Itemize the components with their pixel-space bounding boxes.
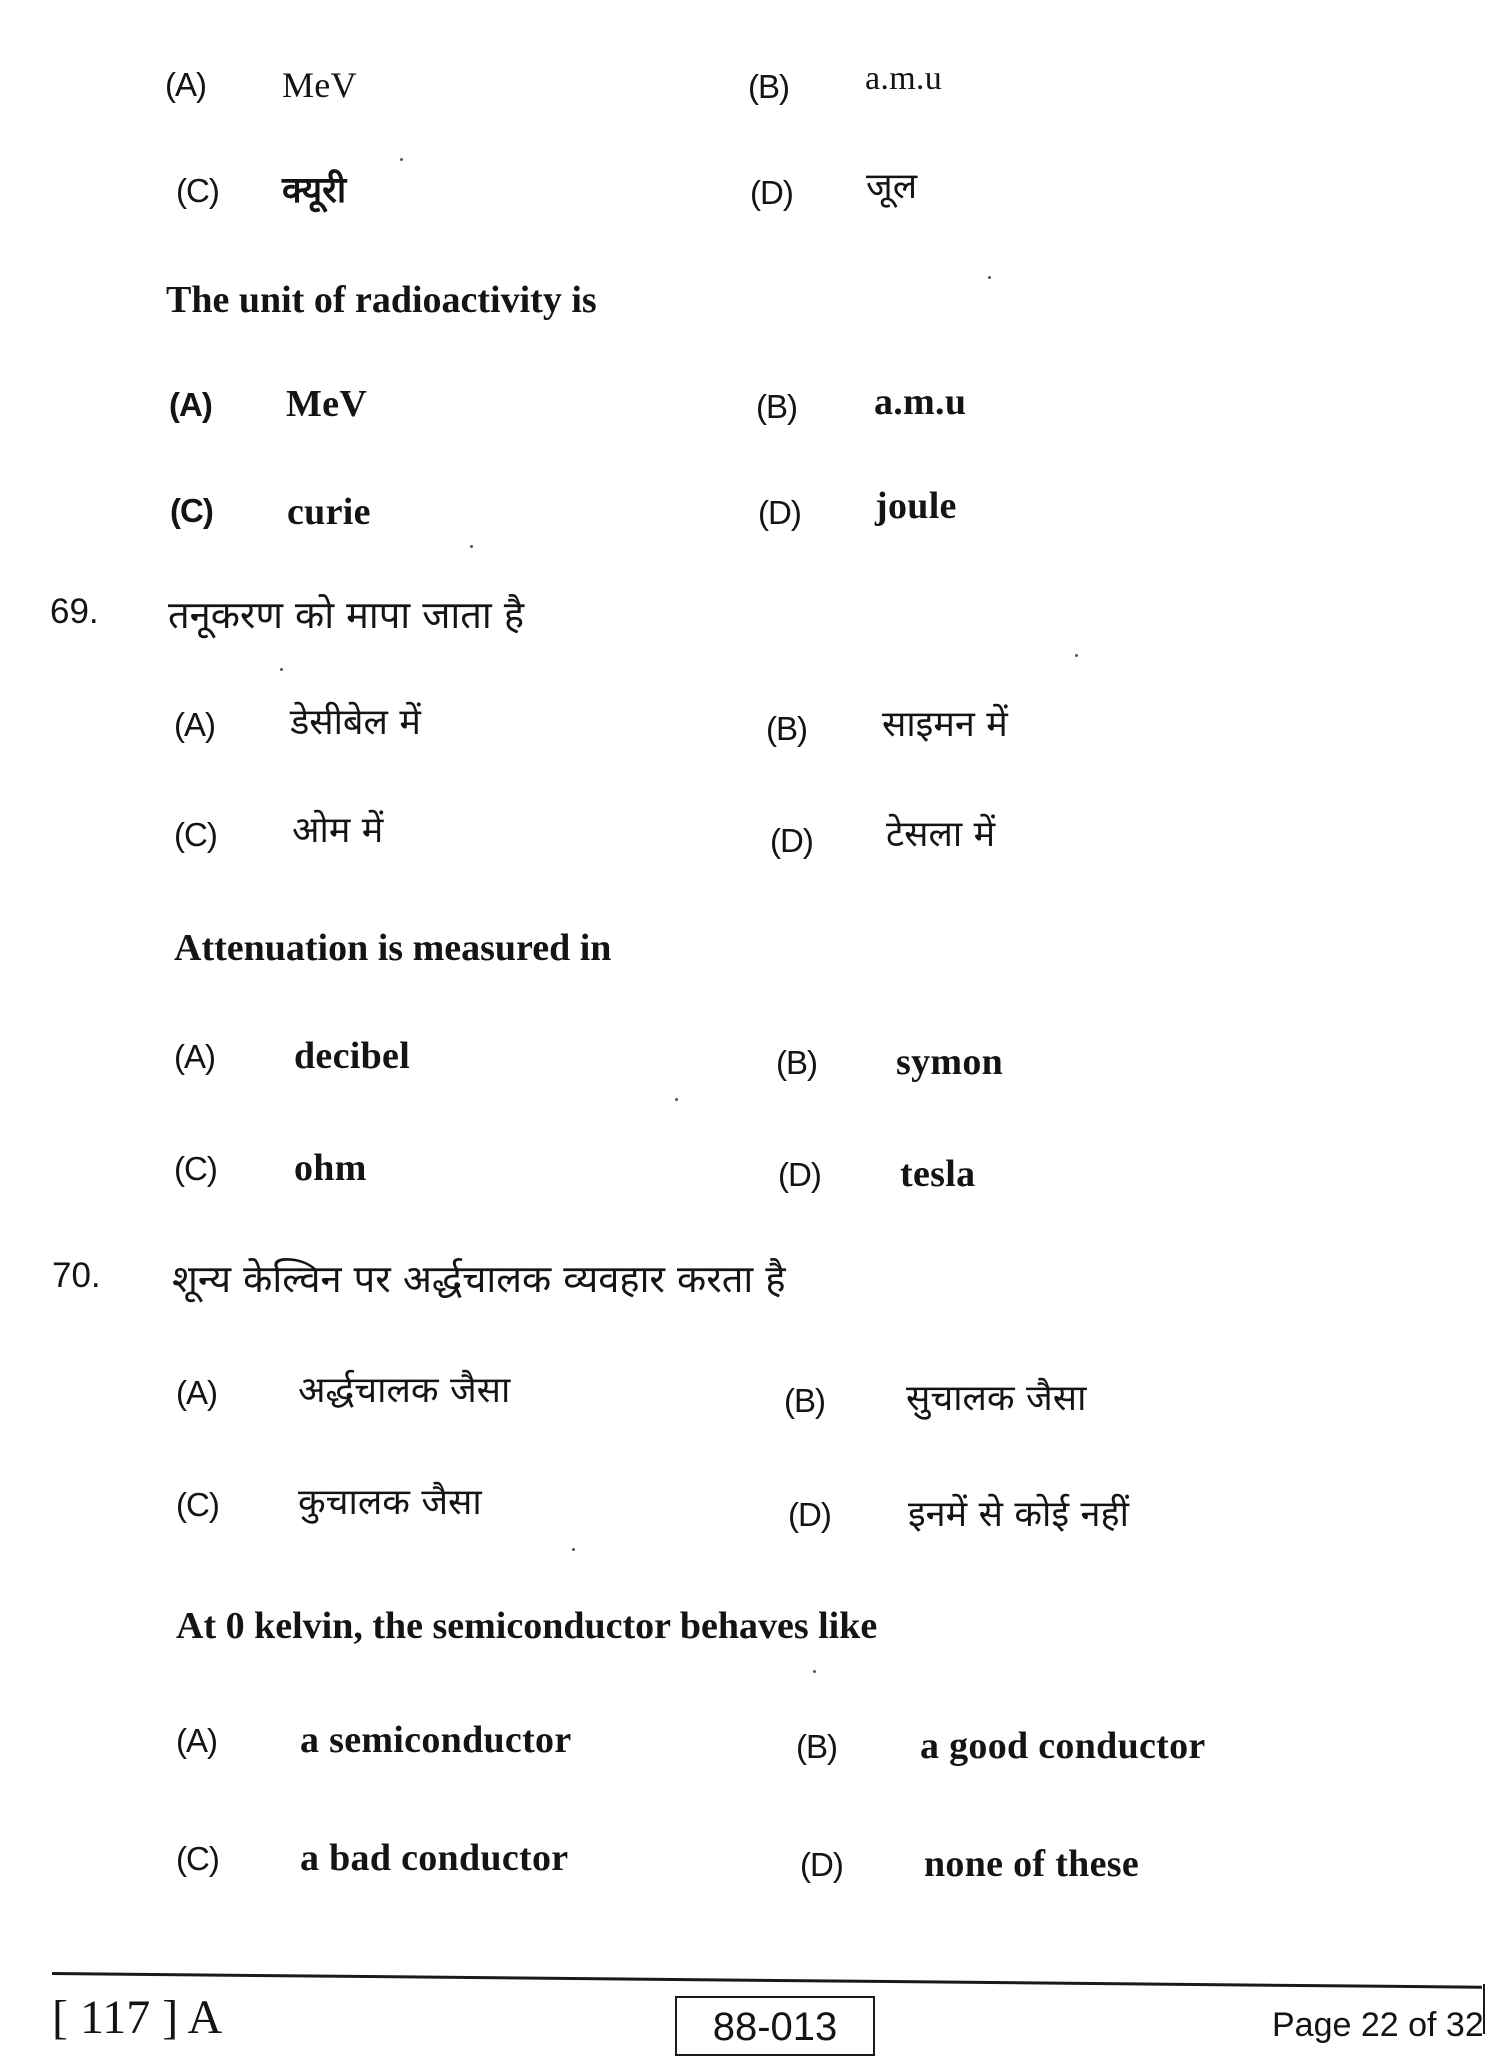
option-text-a: डेसीबेल में	[290, 702, 421, 743]
option-label-a: (A)	[169, 386, 212, 423]
option-text-a: MeV	[282, 65, 357, 105]
scan-speck	[813, 1670, 816, 1673]
option-text-b: a.m.u	[865, 60, 943, 97]
option-label-d: (D)	[770, 822, 813, 859]
option-label-a: (A)	[174, 706, 215, 743]
option-label-c: (C)	[176, 1840, 219, 1877]
option-text-c: क्यूरी	[282, 170, 347, 211]
option-label-c: (C)	[176, 1486, 219, 1523]
question-number: 69.	[50, 592, 99, 631]
option-text-b: a.m.u	[874, 381, 967, 423]
option-text-c: ohm	[294, 1147, 367, 1189]
option-text-b: a good conductor	[920, 1725, 1206, 1767]
option-label-d: (D)	[788, 1496, 831, 1533]
option-label-c: (C)	[170, 492, 213, 529]
footer-boxed-code: 88-013	[675, 1996, 875, 2056]
option-label-d: (D)	[800, 1846, 843, 1883]
option-label-b: (B)	[776, 1044, 817, 1081]
option-text-c: curie	[287, 491, 371, 533]
option-label-d: (D)	[758, 494, 801, 531]
option-text-a: अर्द्धचालक जैसा	[298, 1370, 511, 1411]
question-text-en: The unit of radioactivity is	[166, 279, 597, 321]
question-text-en: Attenuation is measured in	[174, 927, 612, 969]
option-label-b: (B)	[796, 1728, 837, 1765]
option-text-b: सुचालक जैसा	[906, 1378, 1087, 1419]
scan-speck	[988, 276, 991, 279]
option-text-d: none of these	[924, 1843, 1139, 1885]
option-text-a: decibel	[294, 1035, 411, 1077]
option-text-c: a bad conductor	[300, 1837, 569, 1879]
option-label-c: (C)	[174, 816, 217, 853]
option-label-a: (A)	[176, 1722, 217, 1759]
footer-paper-code: [ 117 ] A	[52, 1991, 223, 2044]
option-label-a: (A)	[165, 66, 206, 103]
question-text-hi: तनूकरण को मापा जाता है	[168, 593, 525, 637]
option-text-c: ओम में	[292, 810, 384, 851]
scan-speck	[400, 158, 403, 161]
option-label-d: (D)	[778, 1156, 821, 1193]
option-label-a: (A)	[174, 1038, 215, 1075]
footer-divider	[52, 1972, 1482, 1989]
option-text-a-value: MeV	[286, 383, 368, 425]
option-text-a: a semiconductor	[300, 1719, 572, 1761]
scan-speck	[1075, 654, 1078, 657]
option-label-a: (A)	[176, 1374, 217, 1411]
option-text-b: साइमन में	[882, 704, 1008, 745]
option-text-d: इनमें से कोई नहीं	[908, 1494, 1129, 1535]
option-text-d: tesla	[900, 1153, 976, 1195]
scan-speck	[280, 668, 283, 671]
question-text-en: At 0 kelvin, the semiconductor behaves like	[176, 1605, 878, 1647]
option-label-c: (C)	[174, 1150, 217, 1187]
scan-speck	[572, 1548, 575, 1551]
scan-speck	[470, 545, 473, 548]
question-text-hi: शून्य केल्विन पर अर्द्धचालक व्यवहार करता है	[172, 1257, 786, 1301]
option-label-d: (D)	[750, 174, 793, 211]
option-label-b: (B)	[748, 68, 789, 105]
option-text-d: जूल	[866, 166, 918, 207]
option-label-b: (B)	[766, 710, 807, 747]
scan-speck	[675, 1098, 678, 1101]
option-text-c: कुचालक जैसा	[298, 1482, 482, 1523]
option-label-b: (B)	[756, 388, 797, 425]
option-text-d: joule	[875, 485, 957, 527]
option-text-b: symon	[896, 1041, 1004, 1083]
footer-page-indicator: Page 22 of 32	[1272, 2006, 1484, 2044]
option-label-c: (C)	[176, 172, 219, 209]
question-number: 70.	[52, 1256, 101, 1295]
option-label-b: (B)	[784, 1382, 825, 1419]
option-text-d: टेसला में	[886, 814, 996, 855]
